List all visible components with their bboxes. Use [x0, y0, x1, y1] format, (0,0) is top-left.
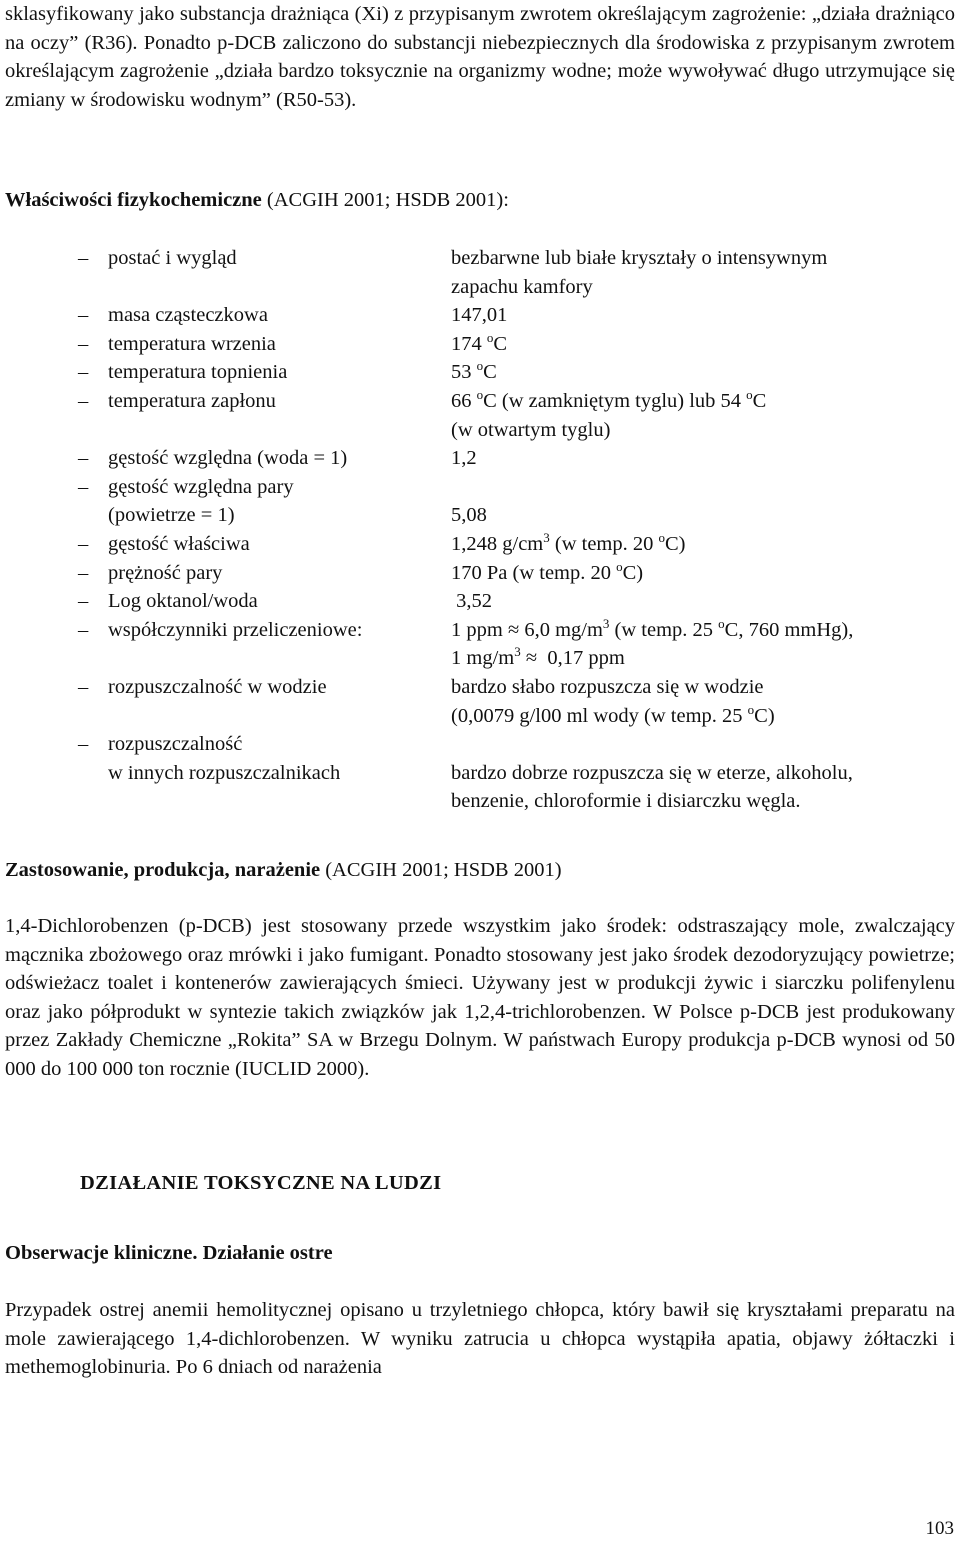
property-row — [0, 330, 960, 359]
property-row — [0, 673, 960, 730]
list-dash: – — [78, 447, 89, 470]
intro-paragraph: sklasyfikowany jako substancja drażniąca (Xi) z przypisanym zwrotem określającym zagrożenie: „działa drażniąco na oczy” (R36). Ponadto p-DCB zaliczono do substancji niebezpiecznych dla środowiska z przypisanym zwrotem określającym zagrożenie „działa bardzo toksycznie na organizmy wodne; może wywoływać długo utrzymujące się zmiany w środowisku wodnym” (R50-53). — [5, 3, 955, 111]
usage-paragraph: 1,4-Dichlorobenzen (p-DCB) jest stosowany przede wszystkim jako środek: odstraszający mole, zwalczający mącznika zbożowego oraz mrówki i jako fumigant. Ponadto stosowany jest jako środek dezodoryzujący powietrze; odświeżacz toalet i kontenerów zawierających śmieci. Używany jest w produkcji żywic i siarczku polifenylenu oraz jako półprodukt w syntezie takich związków jak 1,2,4-trichlorobenzen. W Polsce p-DCB jest produkowany przez Zakłady Chemiczne „Rokita” SA w Brzegu Dolnym. W państwach Europy produkcja p-DCB wynosi od 50 000 do 100 000 ton rocznie (IUCLID 2000). — [5, 915, 955, 1080]
property-row — [0, 387, 960, 444]
property-row — [0, 730, 960, 816]
property-value: 53 $^o$C — [451, 358, 497, 384]
properties-heading — [5, 186, 509, 214]
list-dash: – — [78, 361, 89, 384]
property-label: masa cząsteczkowa — [108, 304, 268, 327]
list-dash: – — [78, 618, 89, 641]
property-value: 1,2 — [451, 447, 477, 470]
property-label: prężność pary — [108, 561, 223, 584]
property-row — [0, 530, 960, 559]
property-label: postać i wygląd — [108, 247, 237, 269]
property-label: gęstość względna (woda = 1) — [108, 447, 348, 470]
properties-heading-source: (ACGIH 2001; HSDB 2001): — [261, 189, 509, 211]
clinical-heading-text: Obserwacje kliniczne. Działanie ostre — [5, 1242, 333, 1264]
list-dash: – — [78, 676, 89, 698]
page-number: 103 — [925, 1518, 954, 1539]
property-label: gęstość względna pary (powietrze = 1) — [108, 475, 294, 527]
property-value: 147,01 — [451, 304, 508, 327]
section-title: DZIAŁANIE TOKSYCZNE NA LUDZI — [80, 1172, 442, 1194]
usage-heading-bold: Zastosowanie, produkcja, narażenie — [5, 859, 321, 881]
property-label: temperatura wrzenia — [108, 332, 276, 355]
property-label: gęstość właściwa — [108, 533, 250, 555]
property-label: temperatura topnienia — [108, 361, 288, 384]
property-value: 1,248 $g/cm^3$ (w temp. 20 $^o$C) — [451, 530, 686, 555]
property-value: 170 Pa (w temp. 20 $^o$C) — [451, 558, 644, 584]
property-value: bezbarwne lub białe kryształy o intensywnym zapachu kamfory — [451, 247, 828, 298]
property-label: rozpuszczalność w wodzie — [108, 676, 327, 698]
property-row — [0, 444, 960, 473]
property-value: 66 $^o$C (w zamkniętym tyglu) lub 54 $^o$C (w otwartym tyglu) — [451, 387, 767, 441]
property-row — [0, 559, 960, 588]
property-row — [0, 473, 960, 530]
property-row — [0, 616, 960, 673]
property-row — [0, 587, 960, 616]
usage-heading-source: (ACGIH 2001; HSDB 2001) — [320, 859, 562, 881]
list-dash: – — [78, 332, 89, 355]
property-label: temperatura zapłonu — [108, 390, 276, 412]
property-label: współczynniki przeliczeniowe: — [108, 618, 363, 641]
property-row — [0, 358, 960, 387]
clinical-paragraph: Przypadek ostrej anemii hemolitycznej opisano u trzyletniego chłopca, który bawił się kryształami preparatu na mole zawierającego 1,4-dichlorobenzen. W wyniku zatrucia u chłopca wystąpiła apatia, objawy żółtaczki i methemoglobinuria. Po 6 dniach od narażenia — [5, 1299, 955, 1379]
property-label: Log oktanol/woda — [108, 590, 258, 613]
property-value: 174 $^o$C — [451, 329, 508, 355]
list-dash: – — [78, 561, 89, 584]
property-value: 5,08 — [451, 504, 487, 527]
property-row — [0, 244, 960, 301]
list-dash: – — [78, 733, 89, 756]
clinical-heading — [5, 1239, 333, 1267]
list-dash: – — [78, 390, 89, 412]
property-value: bardzo dobrze rozpuszcza się w eterze, alkoholu, benzenie, chloroformie i disiarczku węgla. — [451, 761, 853, 813]
property-value: 3,52 — [451, 590, 492, 613]
list-dash: – — [78, 475, 89, 498]
property-label: rozpuszczalność w innych rozpuszczalnikach — [108, 733, 341, 784]
properties-heading-bold: Właściwości fizykochemiczne — [5, 189, 262, 211]
property-value: 1 ppm ≈ 6,0 $mg/m^3$ (w temp. 25 $^o$C, 760 mmHg), 1 $mg/m^3 \approx 0,17$ ppm — [451, 615, 854, 670]
list-dash: – — [78, 590, 89, 613]
usage-heading — [5, 856, 562, 884]
list-dash: – — [78, 247, 89, 269]
list-dash: – — [78, 304, 89, 327]
property-value: bardzo słabo rozpuszcza się w wodzie (0,0079 g/l00 ml wody (w temp. 25 $^o$C) — [451, 676, 775, 727]
property-row — [0, 301, 960, 330]
list-dash: – — [78, 533, 89, 555]
